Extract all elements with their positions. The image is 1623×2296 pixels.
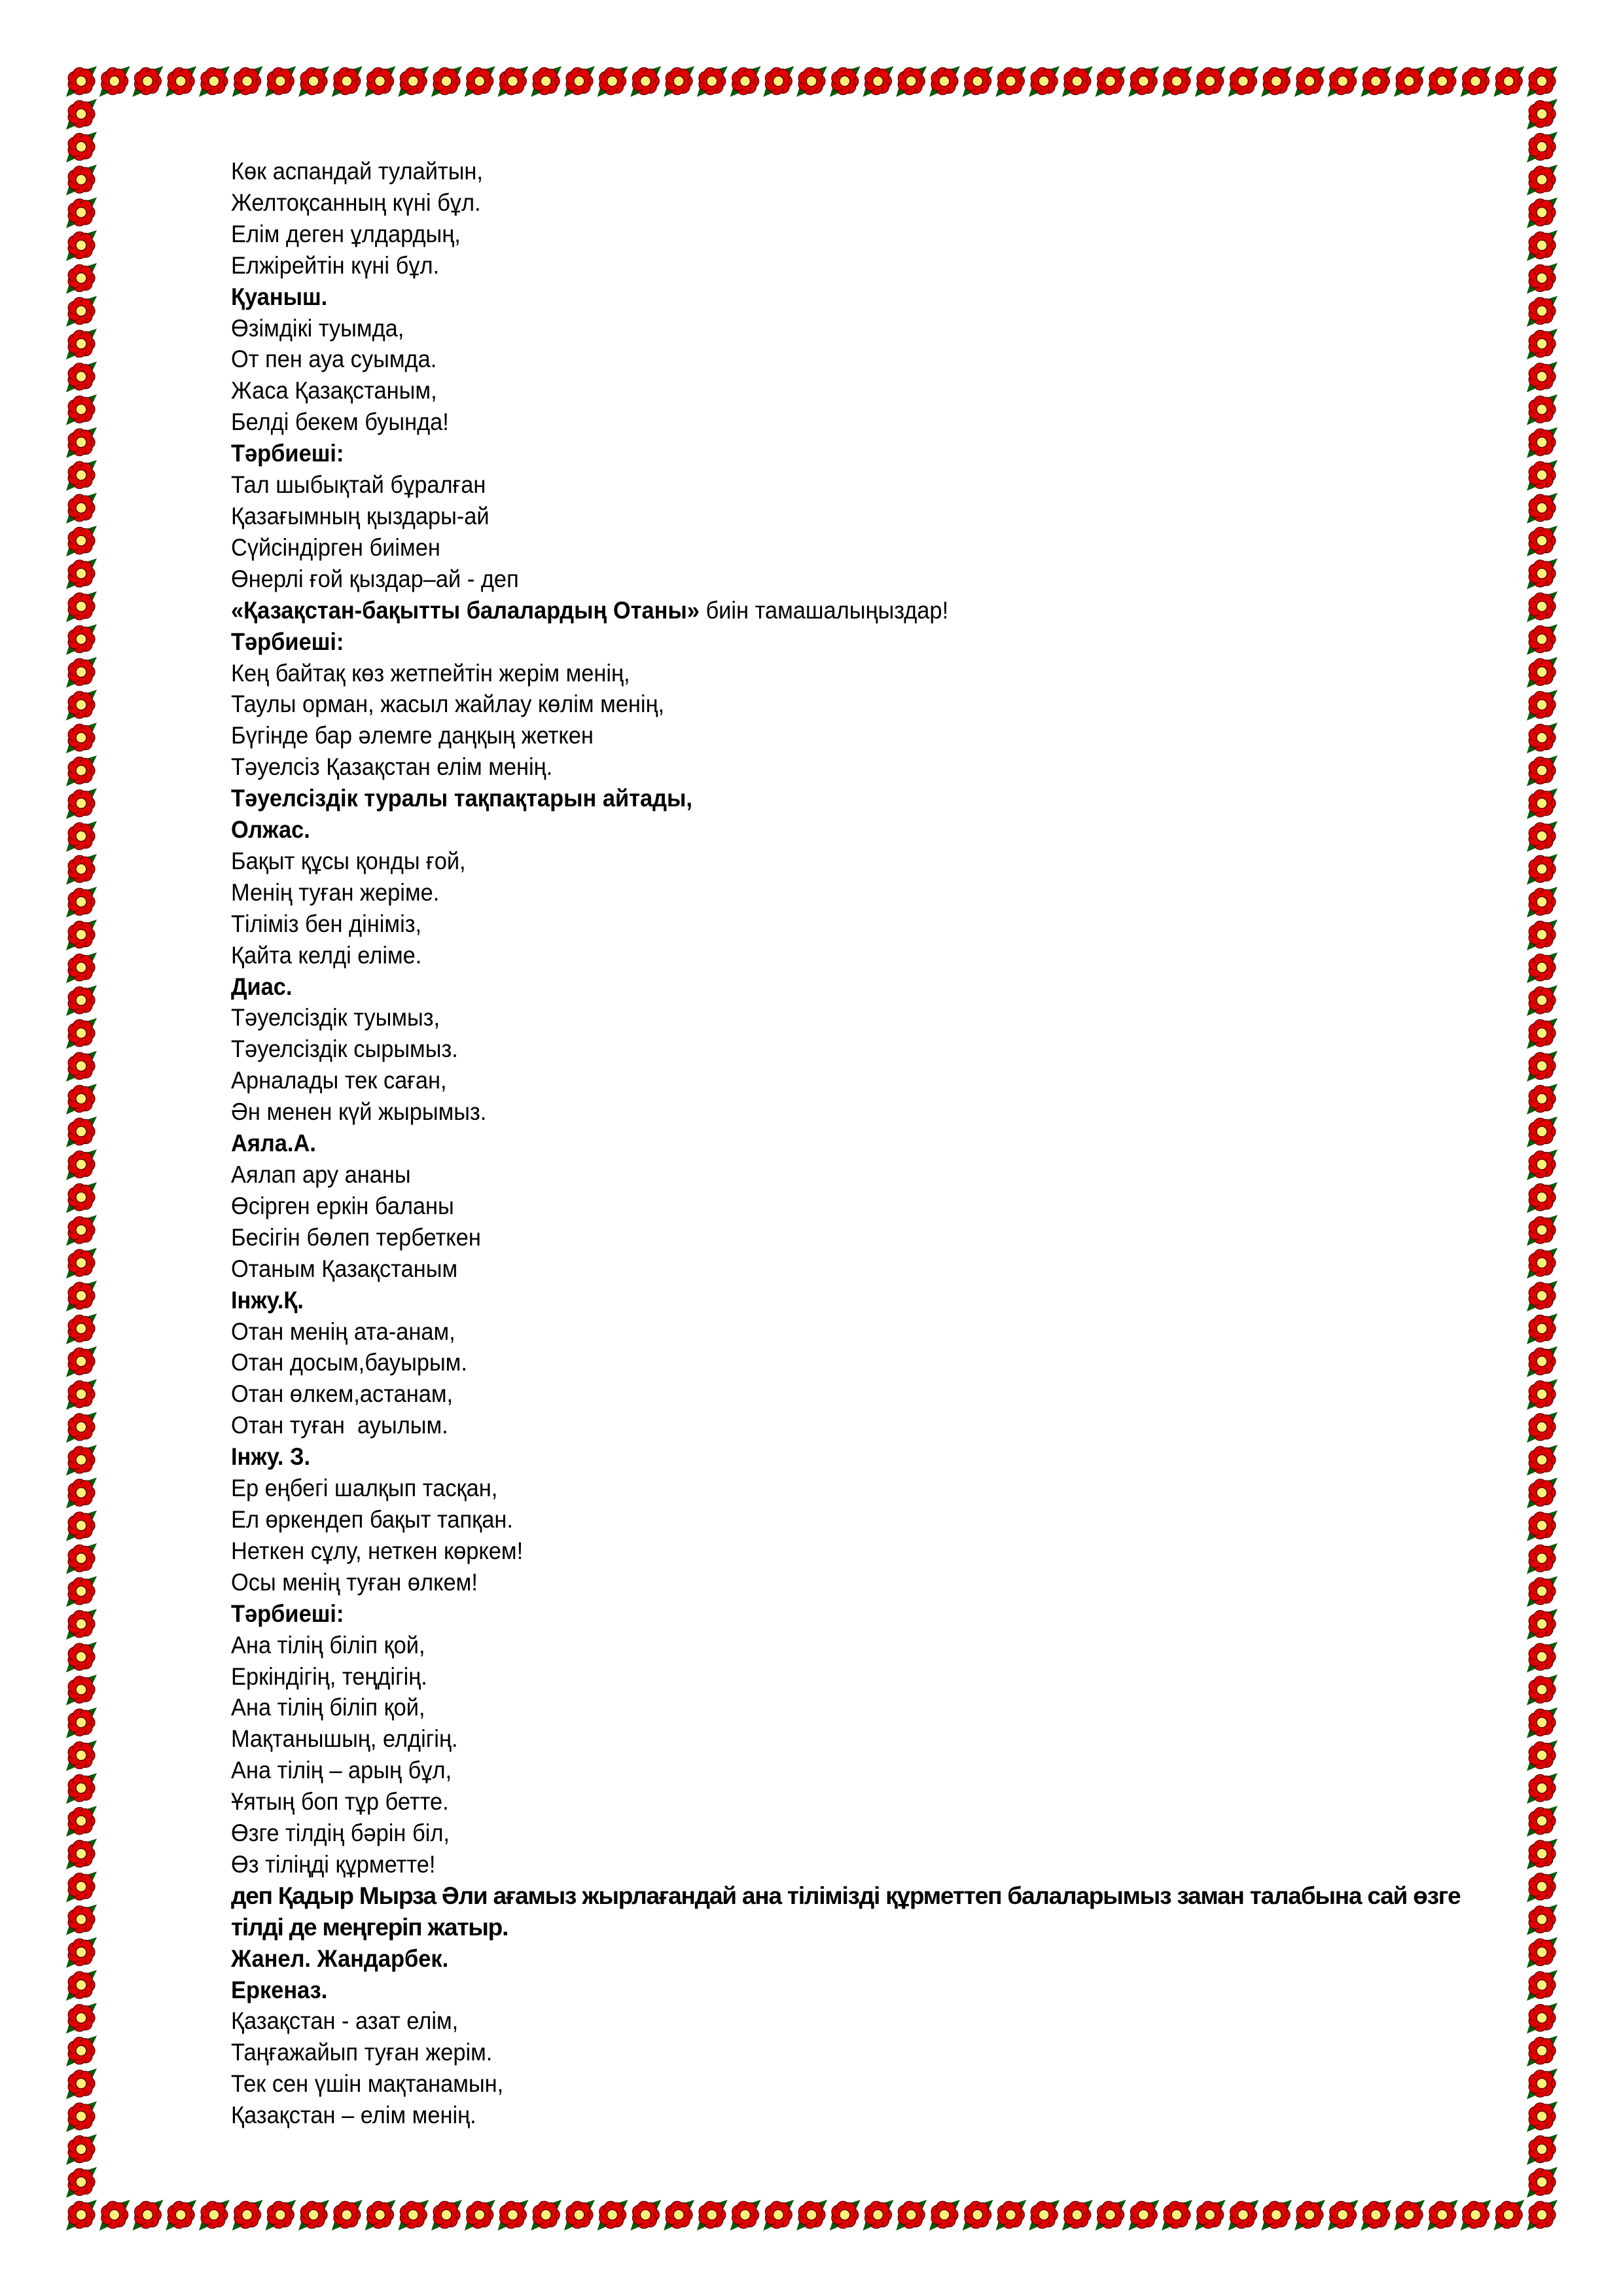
red-flower-icon — [630, 2200, 661, 2231]
verse-line: От пен ауа суымда. — [231, 346, 437, 373]
red-flower-icon — [1527, 1970, 1558, 2001]
verse-line: Ана тілің біліп қой, — [231, 1631, 425, 1659]
red-flower-icon — [1527, 1018, 1558, 1049]
red-flower-icon — [1328, 66, 1359, 97]
verse-line: Тәуелсіз Қазақстан елім менің. — [231, 753, 553, 781]
red-flower-icon — [1461, 2200, 1491, 2231]
red-flower-icon — [66, 99, 97, 130]
red-flower-icon — [66, 624, 97, 655]
red-flower-icon — [1527, 1149, 1558, 1180]
red-flower-icon — [1427, 2200, 1458, 2231]
red-flower-icon — [66, 920, 97, 950]
verse-line: Отан туған ауылым. — [231, 1412, 448, 1439]
red-flower-icon — [963, 66, 993, 97]
red-flower-icon — [66, 690, 97, 721]
verse-line: Сүйсіндірген биімен — [231, 533, 440, 561]
verse-line: Осы менің туған өлкем! — [231, 1568, 478, 1596]
verse-line: Өнерлі ғой қыздар–ай - деп — [231, 565, 519, 592]
red-flower-icon — [1361, 66, 1391, 97]
red-flower-icon — [1527, 1182, 1558, 1213]
red-flower-icon — [431, 66, 462, 97]
red-flower-icon — [398, 66, 429, 97]
red-flower-icon — [1527, 854, 1558, 885]
verse-line: Отан менің ата-анам, — [231, 1318, 455, 1345]
red-flower-icon — [265, 66, 296, 97]
red-flower-icon — [66, 985, 97, 1016]
red-flower-icon — [1162, 66, 1192, 97]
red-flower-icon — [1096, 66, 1126, 97]
speaker-heading: Інжу. З. — [231, 1443, 311, 1471]
red-flower-icon — [1328, 2200, 1359, 2231]
verse-line: Таулы орман, жасыл жайлау көлім менің, — [231, 691, 665, 718]
verse-line: Еркіндігің, теңдігің. — [231, 1662, 427, 1690]
verse-line: Қазақстан – елім менің. — [231, 2102, 476, 2129]
red-flower-icon — [763, 2200, 794, 2231]
red-flower-icon — [66, 164, 97, 195]
red-flower-icon — [1527, 952, 1558, 983]
red-flower-icon — [66, 558, 97, 589]
verse-line: Отаным Қазақстаным — [231, 1255, 458, 1282]
verse-line: Өз тіліңді құрметте! — [231, 1850, 436, 1878]
red-flower-icon — [166, 2200, 196, 2231]
verse-line: Ана тілің біліп қой, — [231, 1694, 425, 1721]
verse-line: Тәуелсіздік сырымыз. — [231, 1035, 458, 1063]
red-flower-icon — [1527, 821, 1558, 852]
red-flower-icon — [1527, 1379, 1558, 1410]
red-flower-icon — [1527, 1346, 1558, 1377]
red-flower-icon — [66, 723, 97, 753]
red-flower-icon — [564, 2200, 595, 2231]
verse-line: Тек сен үшін мақтанамын, — [231, 2070, 504, 2098]
speaker-heading: Аяла.А. — [231, 1130, 316, 1157]
red-flower-icon — [1493, 66, 1524, 97]
red-flower-icon — [1527, 1576, 1558, 1607]
verse-line: Мақтанышың, елдігің. — [231, 1725, 458, 1753]
speaker-heading: Еркеназ. — [231, 1976, 328, 2003]
red-flower-icon — [1029, 66, 1060, 97]
red-flower-icon — [1527, 723, 1558, 753]
red-flower-icon — [1527, 1281, 1558, 1312]
red-flower-icon — [1228, 2200, 1258, 2231]
red-flower-icon — [1294, 2200, 1325, 2231]
red-flower-icon — [66, 395, 97, 425]
red-flower-icon — [1261, 2200, 1292, 2231]
red-flower-icon — [66, 1412, 97, 1443]
red-flower-icon — [1527, 1248, 1558, 1279]
speaker-heading: Жанел. Жандарбек. — [231, 1945, 449, 1972]
red-flower-icon — [66, 329, 97, 359]
red-flower-icon — [863, 2200, 893, 2231]
red-flower-icon — [66, 1346, 97, 1377]
red-flower-icon — [66, 854, 97, 885]
red-flower-icon — [66, 821, 97, 852]
red-flower-icon — [1427, 66, 1458, 97]
red-flower-icon — [1527, 395, 1558, 425]
red-flower-icon — [66, 1314, 97, 1344]
speaker-heading: Тәрбиеші: — [231, 628, 344, 655]
red-flower-icon — [863, 66, 893, 97]
verse-line: Белді бекем буында! — [231, 408, 449, 436]
verse-line: Өзімдікі туымда, — [231, 314, 404, 342]
dance-invitation: биін тамашалыңыздар! — [699, 596, 949, 624]
red-flower-icon — [232, 2200, 263, 2231]
red-flower-icon — [929, 66, 960, 97]
red-flower-icon — [66, 1117, 97, 1147]
verse-line: Арналады тек саған, — [231, 1067, 447, 1094]
red-flower-icon — [1527, 164, 1558, 195]
red-flower-icon — [497, 66, 528, 97]
red-flower-icon — [66, 1740, 97, 1771]
red-flower-icon — [1527, 558, 1558, 589]
bold-paragraph: деп Қадыр Мырза Әли ағамыз жырлағандай ана тілімізді құрметтеп балаларымыз заман талабына сай өзге тілді де меңгеріп жатыр. — [231, 1882, 1461, 1941]
verse-line: Қазақстан - азат елім, — [231, 2007, 459, 2035]
red-flower-icon — [1527, 66, 1558, 97]
red-flower-icon — [929, 2200, 960, 2231]
verse-line: Тәуелсіздік туымыз, — [231, 1004, 440, 1031]
red-flower-icon — [1527, 329, 1558, 359]
red-flower-icon — [66, 1051, 97, 1082]
red-flower-icon — [1527, 2036, 1558, 2066]
red-flower-icon — [995, 2200, 1026, 2231]
red-flower-icon — [1461, 66, 1491, 97]
verse-line: Тал шыбықтай бұралған — [231, 471, 486, 499]
red-flower-icon — [664, 66, 694, 97]
red-flower-icon — [1527, 1478, 1558, 1509]
red-flower-icon — [66, 1379, 97, 1410]
red-flower-icon — [66, 263, 97, 294]
red-flower-icon — [66, 2003, 97, 2034]
red-flower-icon — [66, 788, 97, 819]
red-flower-icon — [1096, 2200, 1126, 2231]
red-flower-icon — [531, 66, 562, 97]
dance-title: «Қазақстан-бақытты балалардың Отаны» — [231, 596, 700, 624]
red-flower-icon — [232, 66, 263, 97]
red-flower-icon — [1527, 1084, 1558, 1115]
red-flower-icon — [398, 2200, 429, 2231]
speaker-heading: Олжас. — [231, 816, 310, 844]
red-flower-icon — [66, 657, 97, 688]
red-flower-icon — [1527, 460, 1558, 491]
speaker-heading: Інжу.Қ. — [231, 1286, 304, 1314]
red-flower-icon — [1228, 66, 1258, 97]
verse-line: Ұятың боп тұр бетте. — [231, 1788, 449, 1816]
speaker-heading: Тәрбиеші: — [231, 1600, 344, 1627]
red-flower-icon — [66, 66, 97, 97]
verse-line: Ел өркендеп бақыт тапқан. — [231, 1505, 513, 1533]
red-flower-icon — [465, 2200, 495, 2231]
red-flower-icon — [1394, 66, 1425, 97]
speaker-heading: Қуаныш. — [231, 283, 328, 310]
red-flower-icon — [1527, 493, 1558, 524]
red-flower-icon — [66, 1937, 97, 1968]
red-flower-icon — [1527, 788, 1558, 819]
red-flower-icon — [630, 66, 661, 97]
red-flower-icon — [1527, 1314, 1558, 1344]
red-flower-icon — [1527, 1117, 1558, 1147]
red-flower-icon — [1361, 2200, 1391, 2231]
red-flower-icon — [497, 2200, 528, 2231]
verse-line: Ана тілің – арың бұл, — [231, 1757, 452, 1784]
red-flower-icon — [66, 1675, 97, 1706]
red-flower-icon — [896, 2200, 927, 2231]
verse-line: Елім деген ұлдардың, — [231, 220, 461, 247]
verse-line: Жаса Қазақстаным, — [231, 377, 437, 404]
red-flower-icon — [66, 1970, 97, 2001]
red-flower-icon — [1527, 230, 1558, 261]
red-flower-icon — [1527, 690, 1558, 721]
red-flower-icon — [1527, 1773, 1558, 1804]
red-flower-icon — [298, 2200, 329, 2231]
red-flower-icon — [1527, 1871, 1558, 1902]
red-flower-icon — [1527, 2102, 1558, 2132]
red-flower-icon — [66, 1248, 97, 1279]
red-flower-icon — [66, 460, 97, 491]
red-flower-icon — [332, 66, 363, 97]
red-flower-icon — [1527, 1609, 1558, 1640]
red-flower-icon — [830, 66, 861, 97]
red-flower-icon — [66, 1215, 97, 1246]
red-flower-icon — [531, 2200, 562, 2231]
verse-line: Бақыт құсы қонды ғой, — [231, 847, 466, 874]
red-flower-icon — [1527, 296, 1558, 327]
red-flower-icon — [1029, 2200, 1060, 2231]
red-flower-icon — [597, 66, 628, 97]
verse-line: Елжірейтін күні бұл. — [231, 251, 440, 279]
red-flower-icon — [66, 1905, 97, 1935]
red-flower-icon — [1527, 1675, 1558, 1706]
red-flower-icon — [796, 66, 827, 97]
red-flower-icon — [1527, 2134, 1558, 2165]
red-flower-icon — [1527, 1412, 1558, 1443]
red-flower-icon — [597, 2200, 628, 2231]
red-flower-icon — [66, 198, 97, 228]
red-flower-icon — [1527, 2068, 1558, 2099]
red-flower-icon — [66, 361, 97, 392]
red-flower-icon — [1527, 2167, 1558, 2198]
red-flower-icon — [199, 66, 230, 97]
red-flower-icon — [963, 2200, 993, 2231]
red-flower-icon — [66, 2167, 97, 2198]
verse-line: Өзге тілдің бәрін біл, — [231, 1820, 450, 1847]
red-flower-icon — [66, 1609, 97, 1640]
red-flower-icon — [1527, 1708, 1558, 1738]
red-flower-icon — [1527, 2003, 1558, 2034]
red-flower-icon — [1527, 1839, 1558, 1869]
red-flower-icon — [1527, 1740, 1558, 1771]
verse-line: Ер еңбегі шалқып тасқан, — [231, 1475, 498, 1502]
red-flower-icon — [1128, 66, 1159, 97]
red-flower-icon — [166, 66, 196, 97]
verse-line: Аялап ару ананы — [231, 1161, 411, 1188]
red-flower-icon — [132, 2200, 163, 2231]
speaker-heading: Тәуелсіздік туралы тақпақтарын айтады, — [231, 785, 692, 812]
red-flower-icon — [66, 2134, 97, 2165]
red-flower-icon — [66, 1018, 97, 1049]
red-flower-icon — [265, 2200, 296, 2231]
red-flower-icon — [1294, 66, 1325, 97]
red-flower-icon — [66, 1773, 97, 1804]
red-flower-icon — [66, 2068, 97, 2099]
red-flower-icon — [1527, 755, 1558, 786]
red-flower-icon — [66, 132, 97, 162]
red-flower-icon — [1527, 1051, 1558, 1082]
red-flower-icon — [66, 1281, 97, 1312]
red-flower-icon — [1527, 132, 1558, 162]
red-flower-icon — [1195, 66, 1226, 97]
red-flower-icon — [431, 2200, 462, 2231]
red-flower-icon — [99, 2200, 130, 2231]
red-flower-icon — [1527, 1905, 1558, 1935]
verse-line: Кең байтақ көз жетпейтін жерім менің, — [231, 659, 630, 687]
red-flower-icon — [1527, 263, 1558, 294]
red-flower-icon — [1527, 624, 1558, 655]
verse-line: Қайта келді еліме. — [231, 941, 422, 969]
red-flower-icon — [1527, 526, 1558, 556]
red-flower-icon — [1527, 1444, 1558, 1475]
verse-line: Қазағымның қыздары-ай — [231, 502, 490, 529]
red-flower-icon — [1527, 1511, 1558, 1541]
red-flower-icon — [730, 66, 761, 97]
red-flower-icon — [99, 66, 130, 97]
red-flower-icon — [697, 2200, 728, 2231]
red-flower-icon — [298, 66, 329, 97]
red-flower-icon — [66, 755, 97, 786]
red-flower-icon — [66, 591, 97, 622]
red-flower-icon — [365, 2200, 396, 2231]
red-flower-icon — [66, 1806, 97, 1837]
red-flower-icon — [1527, 920, 1558, 950]
red-flower-icon — [365, 66, 396, 97]
red-flower-icon — [1527, 1215, 1558, 1246]
speaker-heading: Диас. — [231, 973, 293, 1000]
red-flower-icon — [66, 952, 97, 983]
red-flower-icon — [697, 66, 728, 97]
red-flower-icon — [664, 2200, 694, 2231]
red-flower-icon — [66, 2102, 97, 2132]
speaker-heading: Тәрбиеші: — [231, 440, 344, 467]
red-flower-icon — [66, 493, 97, 524]
red-flower-icon — [66, 1511, 97, 1541]
red-flower-icon — [66, 2200, 97, 2231]
red-flower-icon — [66, 1444, 97, 1475]
red-flower-icon — [1527, 361, 1558, 392]
red-flower-icon — [1527, 657, 1558, 688]
red-flower-icon — [1394, 2200, 1425, 2231]
mixed-line — [231, 595, 1387, 626]
red-flower-icon — [66, 526, 97, 556]
red-flower-icon — [66, 1149, 97, 1180]
verse-line: Неткен сұлу, неткен көркем! — [231, 1537, 524, 1564]
red-flower-icon — [1527, 99, 1558, 130]
red-flower-icon — [1261, 66, 1292, 97]
red-flower-icon — [1527, 2200, 1558, 2231]
red-flower-icon — [1128, 2200, 1159, 2231]
red-flower-icon — [66, 1871, 97, 1902]
red-flower-icon — [1527, 591, 1558, 622]
red-flower-icon — [1527, 1543, 1558, 1574]
verse-line: Бесігін бөлеп тербеткен — [231, 1223, 481, 1251]
verse-line: Таңғажайып туған жерім. — [231, 2039, 493, 2066]
red-flower-icon — [830, 2200, 861, 2231]
red-flower-icon — [66, 1478, 97, 1509]
red-flower-icon — [1527, 1806, 1558, 1837]
red-flower-icon — [730, 2200, 761, 2231]
red-flower-icon — [1062, 66, 1093, 97]
verse-line: Өсірген еркін баланы — [231, 1192, 454, 1219]
red-flower-icon — [896, 66, 927, 97]
red-flower-icon — [1527, 1641, 1558, 1672]
red-flower-icon — [332, 2200, 363, 2231]
verse-line: Отан досым,бауырым. — [231, 1349, 467, 1376]
red-flower-icon — [66, 1576, 97, 1607]
red-flower-icon — [1527, 427, 1558, 458]
red-flower-icon — [66, 2036, 97, 2066]
red-flower-icon — [1162, 2200, 1192, 2231]
verse-line: Желтоқсанның күні бұл. — [231, 188, 481, 216]
verse-line: Отан өлкем,астанам, — [231, 1380, 454, 1408]
red-flower-icon — [564, 66, 595, 97]
red-flower-icon — [796, 2200, 827, 2231]
red-flower-icon — [66, 1708, 97, 1738]
red-flower-icon — [66, 1839, 97, 1869]
red-flower-icon — [1195, 2200, 1226, 2231]
red-flower-icon — [199, 2200, 230, 2231]
red-flower-icon — [1062, 2200, 1093, 2231]
red-flower-icon — [66, 1182, 97, 1213]
verse-line: Бүгінде бар әлемге даңқың жеткен — [231, 722, 594, 749]
red-flower-icon — [66, 1641, 97, 1672]
red-flower-icon — [1527, 1937, 1558, 1968]
verse-line: Көк аспандай тулайтын, — [231, 158, 484, 185]
red-flower-icon — [465, 66, 495, 97]
red-flower-icon — [66, 427, 97, 458]
red-flower-icon — [66, 296, 97, 327]
red-flower-icon — [66, 230, 97, 261]
red-flower-icon — [1527, 985, 1558, 1016]
red-flower-icon — [763, 66, 794, 97]
red-flower-icon — [66, 1543, 97, 1574]
verse-line: Менің туған жеріме. — [231, 878, 440, 906]
verse-line: Ән менен күй жырымыз. — [231, 1098, 487, 1126]
document-body — [231, 156, 1474, 2131]
red-flower-icon — [1527, 887, 1558, 918]
red-flower-icon — [995, 66, 1026, 97]
red-flower-icon — [66, 887, 97, 918]
verse-line: Тіліміз бен дініміз, — [231, 910, 422, 937]
red-flower-icon — [132, 66, 163, 97]
red-flower-icon — [1493, 2200, 1524, 2231]
red-flower-icon — [66, 1084, 97, 1115]
red-flower-icon — [1527, 198, 1558, 228]
